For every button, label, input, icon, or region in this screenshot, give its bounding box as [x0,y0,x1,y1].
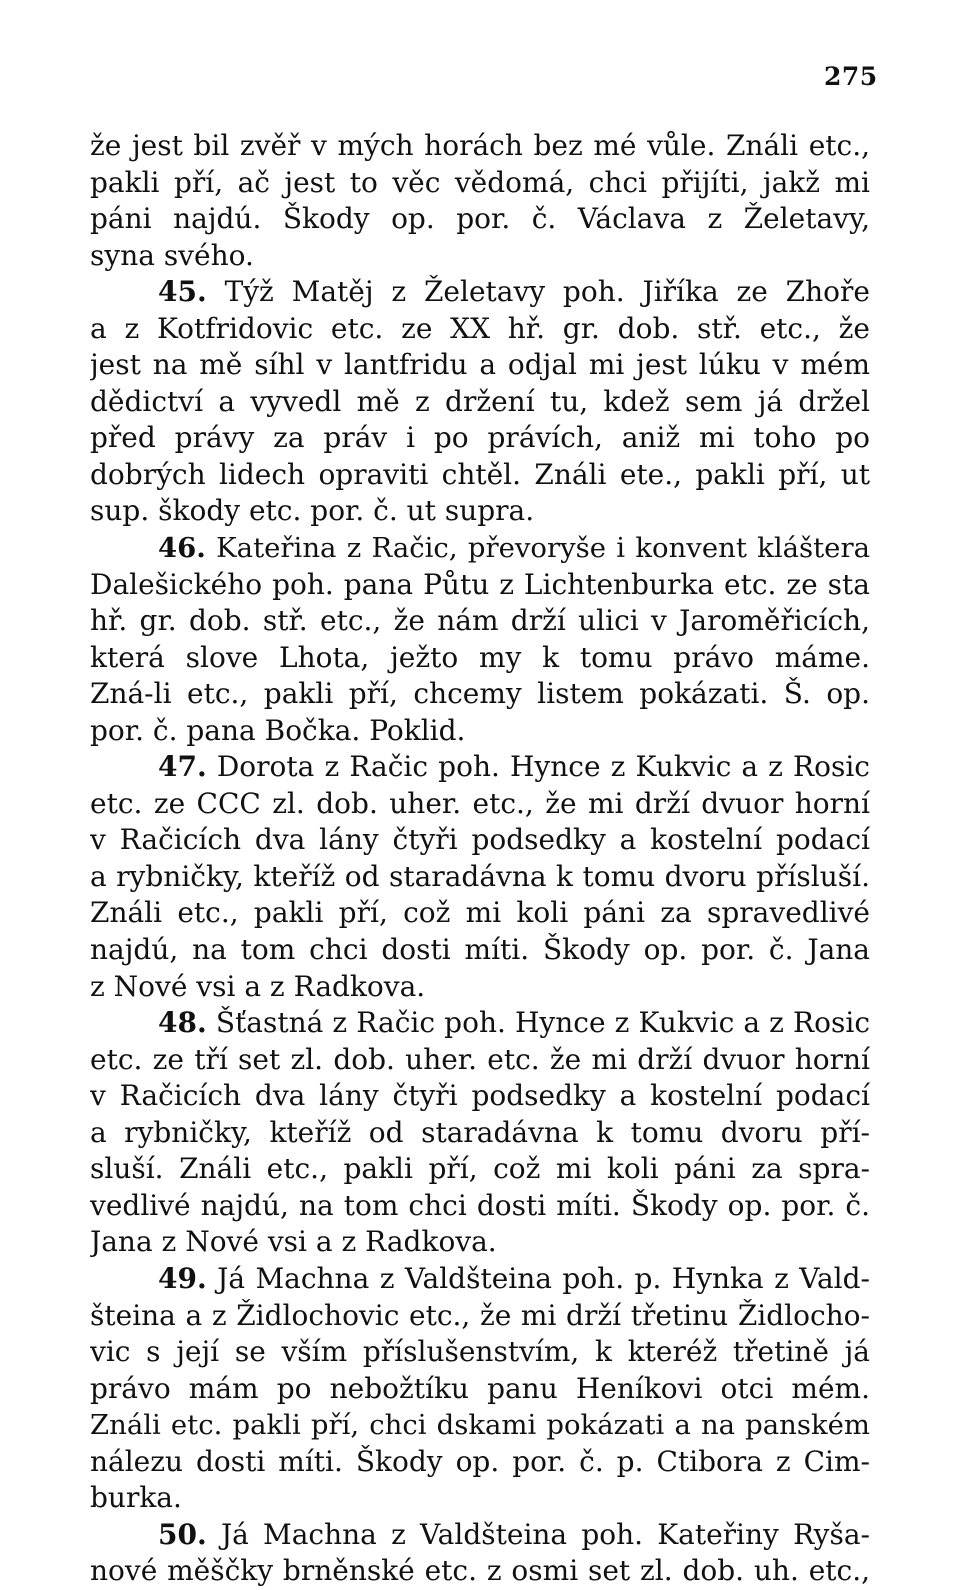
line-text: a rybničky, kteříž od staradávna k tomu dvoru pří- [90,1115,870,1149]
text-line [90,1480,870,1517]
text-line [90,1371,870,1408]
text-line [90,1553,870,1590]
body-text [90,128,870,1590]
text-line [90,347,870,384]
line-text: která slove Lhota, ježto my k tomu právo máme. [90,640,870,674]
text-line [90,165,870,202]
line-text: vic s její se vším příslušenstvím, k kteréž třetině já [90,1335,870,1369]
text-line [90,384,870,421]
text-line [90,1115,870,1152]
line-text: v Račicích dva lány čtyři podsedky a kostelní podací [90,823,870,857]
line-text: Ználi etc. pakli pří, chci dskami pokázati a na panském [90,1409,870,1442]
text-line [90,201,870,238]
line-text: etc. ze tří set zl. dob. uher. etc. že mi drží dvuor horní [90,1042,870,1076]
line-text: Dalešického poh. pana Půtu z Lichtenburka etc. ze sta [90,567,870,601]
entry-number: 46. [158,532,206,565]
line-text: nálezu dosti míti. Škody op. por. č. p. Ctibora z Cim- [90,1444,870,1478]
text-line [90,640,870,677]
line-text: najdú, na tom chci dosti míti. Škody op. por. č. Jana [90,933,870,967]
text-line [90,786,870,823]
line-text: Kateřina z Račic, převoryše i konvent kláštera [216,532,870,565]
line-text: burka. [90,1481,182,1515]
line-text: etc. ze CCC zl. dob. uher. etc., že mi drží dvuor horní [90,786,870,820]
line-text: Já Machna z Valdšteina poh. p. Hynka z Vald- [217,1261,870,1295]
line-text: hř. gr. dob. stř. etc., že nám drží ulici v Jaroměřicích, [90,604,870,638]
entry-start-line [90,530,870,567]
text-line [90,969,870,1006]
line-text: sluší. Ználi etc., pakli pří, což mi koli páni za spra- [90,1152,870,1186]
text-line [90,311,870,348]
entry-number: 47. [158,750,207,784]
line-text: Jana z Nové vsi a z Radkova. [90,1225,497,1259]
line-text: Ználi etc., pakli pří, což mi koli páni za spravedlivé [90,896,870,930]
entry-number: 50. [158,1517,207,1551]
line-text: dobrých lidech opraviti chtěl. Ználi ete., pakli pří, ut [90,457,870,491]
line-text: sup. škody etc. por. č. ut supra. [90,494,535,528]
line-text: nové měščky brněnské etc. z osmi set zl. dob. uh. etc., [90,1554,870,1588]
text-line [90,1042,870,1079]
line-text: z Nové vsi a z Radkova. [90,969,426,1003]
entry-start-line [90,749,870,786]
line-text: vedlivé najdú, na tom chci dosti míti. Škody op. por. č. [90,1188,870,1222]
line-text: že jest bil zvěř v mých horách bez mé vůle. Ználi etc., [90,129,870,162]
text-line [90,238,870,275]
line-text: Dorota z Račic poh. Hynce z Kukvic a z Rosic [216,750,870,784]
line-text: Týž Matěj z Želetavy poh. Jiříka ze Zhoře [224,275,870,309]
text-line [90,457,870,494]
line-text: Zná-li etc., pakli pří, chcemy listem pokázati. Š. op. [90,677,870,711]
text-line [90,1078,870,1115]
text-line [90,1188,870,1225]
text-line [90,859,870,896]
line-text: Já Machna z Valdšteina poh. Kateřiny Ryša- [220,1517,870,1551]
line-text: jest na mě síhl v lantfridu a odjal mi jest lúku v mém [90,348,870,382]
line-text: a z Kotfridovic etc. ze XX hř. gr. dob. stř. etc., že [90,311,870,345]
text-line [90,1151,870,1188]
entry-start-line [90,274,870,311]
line-text: právo mám po nebožtíku panu Heníkovi otci mém. [90,1371,870,1405]
line-text: pakli pří, ač jest to věc vědomá, chci přijíti, jakž mi [90,165,870,199]
text-line [90,1444,870,1481]
entry-number: 48. [158,1006,207,1040]
line-text: před právy za práv i po právích, aniž mi toho po [90,421,870,455]
line-text: a rybničky, kteříž od staradávna k tomu dvoru přísluší. [90,859,870,893]
line-text: Šťastná z Račic poh. Hynce z Kukvic a z Rosic [215,1006,870,1040]
line-text: dědictví a vyvedl mě z držení tu, kdež sem já držel [90,384,870,418]
line-text: šteina a z Židlochovic etc., že mi drží třetinu Židlocho- [90,1298,870,1332]
entry-start-line [90,1261,870,1298]
text-line [90,713,870,750]
entry-start-line [90,1005,870,1042]
text-line [90,1407,870,1444]
text-line [90,420,870,457]
text-line [90,822,870,859]
text-line [90,932,870,969]
text-line [90,676,870,713]
text-line [90,895,870,932]
entry-number: 49. [158,1261,207,1295]
text-line [90,603,870,640]
entry-start-line [90,1517,870,1554]
line-text: v Račicích dva lány čtyři podsedky a kostelní podací [90,1079,870,1113]
text-line [90,1224,870,1261]
page-number: 275 [824,62,878,91]
entry-number: 45. [158,275,207,309]
text-line [90,128,870,165]
text-line [90,567,870,604]
text-line [90,1334,870,1371]
text-line [90,1298,870,1335]
line-text: por. č. pana Bočka. Poklid. [90,713,466,747]
line-text: syna svého. [90,238,254,272]
text-line [90,493,870,530]
line-text: páni najdú. Škody op. por. č. Václava z Želetavy, [90,202,870,236]
